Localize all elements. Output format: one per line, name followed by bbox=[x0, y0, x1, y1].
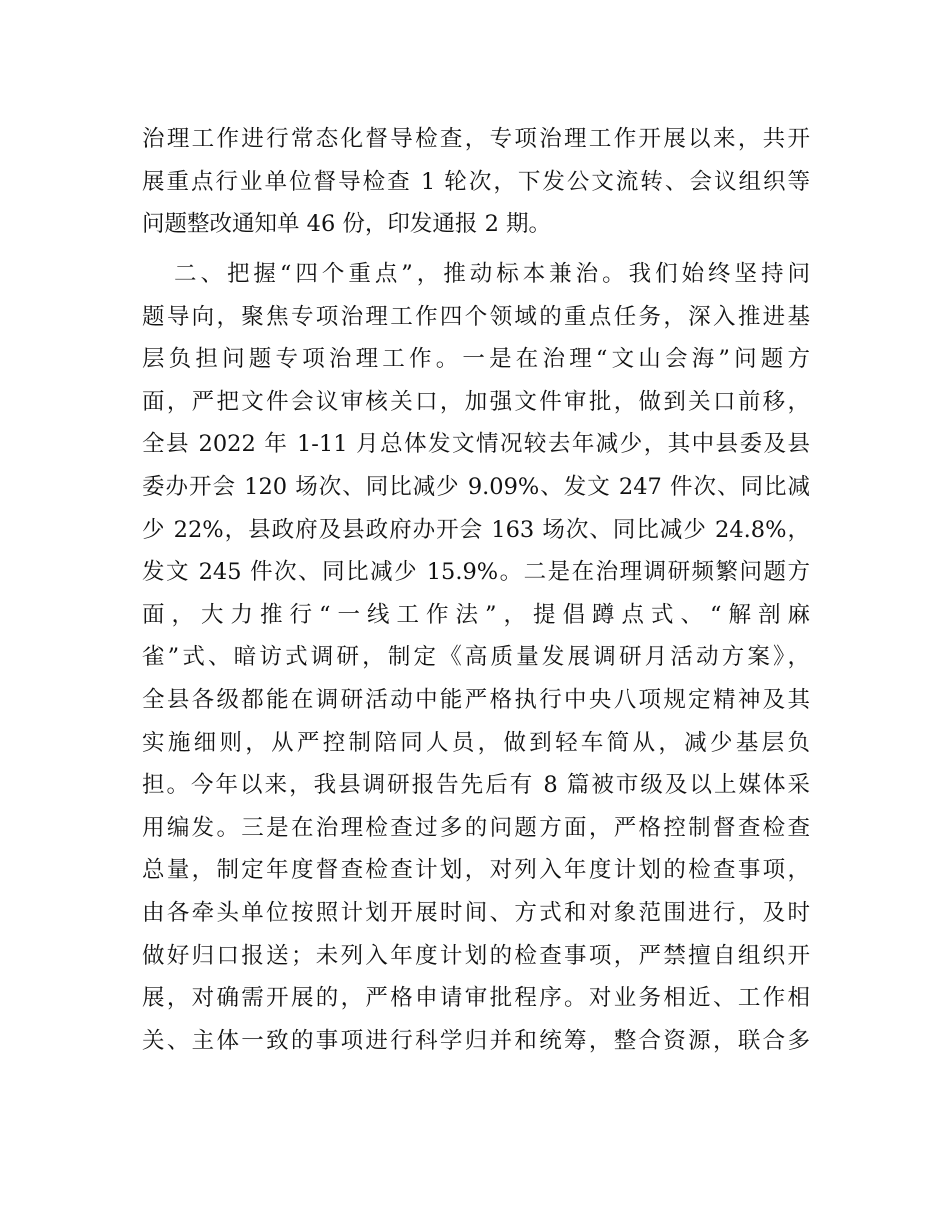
text-line: 做好归口报送；未列入年度计划的检查事项，严禁擅自组织开 bbox=[142, 942, 810, 969]
text-line: 少 22%，县政府及县政府办开会 163 场次、同比减少 24.8%， bbox=[142, 516, 810, 543]
text-line: 展，对确需开展的，严格申请审批程序。对业务相近、工作相 bbox=[142, 985, 810, 1012]
text-line: 委办开会 120 场次、同比减少 9.09%、发文 247 件次、同比减 bbox=[142, 473, 810, 500]
text-line: 关、主体一致的事项进行科学归并和统筹，整合资源，联合多 bbox=[142, 1027, 810, 1054]
text-line: 全县各级都能在调研活动中能严格执行中央八项规定精神及其 bbox=[142, 686, 810, 713]
text-line: 层负担问题专项治理工作。一是在治理“文山会海”问题方 bbox=[142, 346, 810, 373]
text-line: 二、把握“四个重点”，推动标本兼治。我们始终坚持问 bbox=[174, 261, 810, 287]
text-line: 总量，制定年度督查检查计划，对列入年度计划的检查事项， bbox=[142, 857, 810, 884]
text-line: 担。今年以来，我县调研报告先后有 8 篇被市级及以上媒体采 bbox=[142, 772, 810, 799]
text-line: 问题整改通知单 46 份，印发通报 2 期。 bbox=[142, 211, 552, 238]
text-line: 发文 245 件次、同比减少 15.9%。二是在治理调研频繁问题方 bbox=[142, 559, 810, 586]
text-line: 面，大力推行“一线工作法”，提倡蹲点式、“解剖麻 bbox=[142, 601, 810, 628]
text-line: 雀”式、暗访式调研，制定《高质量发展调研月活动方案》， bbox=[142, 644, 810, 671]
text-line: 题导向，聚焦专项治理工作四个领域的重点任务，深入推进基 bbox=[142, 303, 810, 330]
text-line: 实施细则，从严控制陪同人员，做到轻车简从，减少基层负 bbox=[142, 729, 810, 756]
paragraph-section-two bbox=[142, 253, 810, 1062]
text-line: 面，严把文件会议审核关口，加强文件审批，做到关口前移， bbox=[142, 388, 810, 415]
text-line: 全县 2022 年 1-11 月总体发文情况较去年减少，其中县委及县 bbox=[142, 431, 810, 458]
paragraph-continued bbox=[142, 118, 810, 246]
text-line: 展重点行业单位督导检查 1 轮次，下发公文流转、会议组织等 bbox=[142, 168, 810, 195]
text-line: 治理工作进行常态化督导检查，专项治理工作开展以来，共开 bbox=[142, 126, 810, 152]
text-line: 由各牵头单位按照计划开展时间、方式和对象范围进行，及时 bbox=[142, 899, 810, 926]
text-line: 用编发。三是在治理检查过多的问题方面，严格控制督查检查 bbox=[142, 814, 810, 841]
